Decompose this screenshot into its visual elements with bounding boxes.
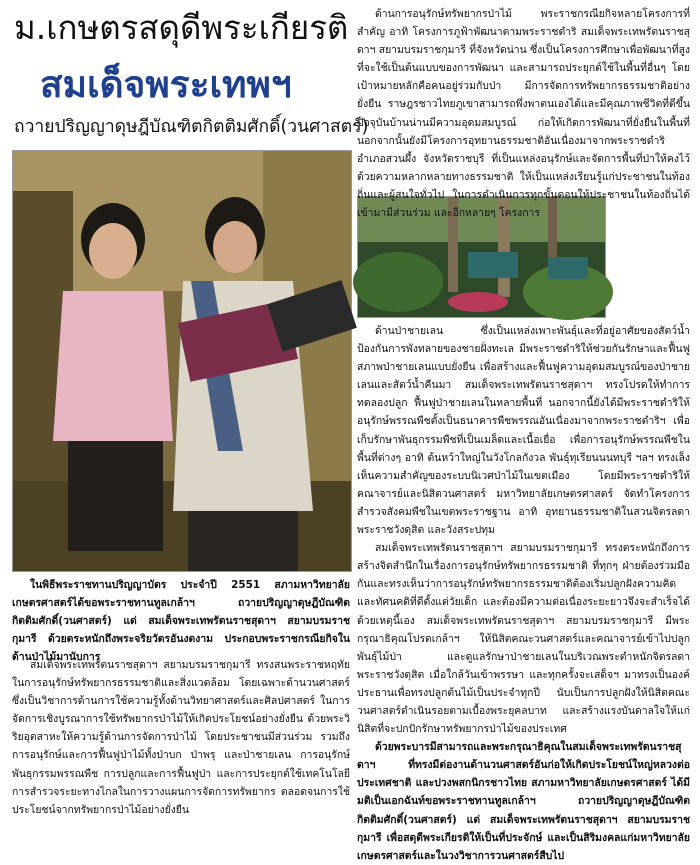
main-photo	[12, 150, 352, 572]
article-paragraph: สมเด็จพระเทพรัตนราชสุดาฯ สยามบรมราชกุมารี ทรงสนพระราชหฤทัยในการอนุรักษ์ทรัพยากรธรรมชาติและสิ่งแวดล้อม โดยเฉพาะด้านวนศาสตร์ ซึ่งเป็นวิชาการด้านการใช้ความรู้ทั้งด้านวิทยาศาสตร์และศิลปศาสตร์ ในการจัดการเชิงบูรณาการใช้ทรัพยากรป่าไม้ให้เกิดประโยชน์อย่างยั่งยืน ด้วยพระวิริยอุตสาหะให้ความรู้ด้านการจัดการป่าไม้ โดยประชาชนมีส่วนร่วม รวมถึงการอนุรักษ์และการฟื้นฟูป่าไม้ทั้งป่าบก ป่าพรุ และป่าชายเลน การอนุรักษ์พันธุกรรมพรรณพืช การปลูกและการฟื้นฟูป่า และการประยุกต์ใช้เทคโนโลยีการสำรวจระยะทางไกลในการวางแผนการจัดการทรัพยากร ตลอดจนการใช้ประโยชน์จากทรัพยากรป่าไม้อย่างยั่งยืน	[12, 659, 350, 816]
article-paragraph: สมเด็จพระเทพรัตนราชสุดาฯ สยามบรมราชกุมารี ทรงตระหนักถึงการสร้างจิตสำนึกในเรื่องการอนุรักษ์ทรัพยากรธรรมชาติ ที่ทุกๆ ฝ่ายต้องร่วมมือกันและทรงเห็นว่าการอนุรักษ์ทรัพยากรธรรมชาติต้องเริ่มปลูกฝังความคิดและทัศนคติที่ดีตั้งแต่วัยเด็ก และต้องมีความต่อเนื่องระยะยาวจึงจะสำเร็จได้ ด้วยเหตุนี้เอง สมเด็จพระเทพรัตนราชสุดาฯ สยามบรมราชกุมารี มีพระกรุณาธิคุณโปรดเกล้าฯ ให้นิสิตคณะวนศาสตร์และคณาจารย์เข้าไปปลูกพันธุ์ไม้ป่า และดูแลรักษาป่าชายเลนในบริเวณพระตำหนักจิตรลดา พระราชวังดุสิต เมื่อใกล้วันเข้าพรรษา และทุกครั้งจะเสด็จฯ มาทรงเป็นองค์ประธานเพื่อทรงปลูกต้นไม้เป็นประจำทุกปี นับเป็นการปลูกฝังให้นิสิตคณะวนศาสตร์ดำเนินรอยตามเบื้องพระยุคลบาท และสร้างแรงบันดาลใจให้แก่นิสิตที่จะปกปักรักษาทรัพยากรป่าไม้ของประเทศ	[357, 542, 690, 736]
headline-subtitle: ถวายปริญญาดุษฎีบัณฑิตกิตติมศักดิ์(วนศาสตร์)	[14, 117, 369, 137]
article-paragraph: ด้านการอนุรักษ์ทรัพยากรป่าไม้ พระราชกรณียกิจหลายโครงการที่สำคัญ อาทิ โครงการภูฟ้าพัฒนาตามพระราชดำริ สมเด็จพระเทพรัตนราชสุดาฯ สยามบรมราชกุมารี ที่จังหวัดน่าน ซึ่งเป็นโครงการศึกษาเพื่อพัฒนาที่สูงที่จะใช้เป็นต้นแบบของการพัฒนา และสามารถประยุกต์ใช้ในพื้นที่อื่นๆ โดยเป้าหมายหลักคือคนอยู่ร่วมกับป่า มีการจัดการทรัพยากรธรรมชาติอย่างยั่งยืน ราษฎรชาวไทยภูเขาสามารถพึ่งพาตนเองได้และมีคุณภาพชีวิตที่ดีขึ้น ปัจจุบันบ้านน่านมีความอุดมสมบูรณ์ ก่อให้เกิดการพัฒนาที่ยั่งยืนในพื้นที่ นอกจากนั้นยังมีโครงการอุทยานธรรมชาติอันเนื่องมาจากพระราชดำริ อำเภอสวนผึ้ง จังหวัดราชบุรี ที่เป็นแหล่งอนุรักษ์และจัดการพื้นที่ป่าให้คงไว้ด้วยความหลากหลายทางธรรมชาติ ให้เป็นแหล่งเรียนรู้แก่ประชาชนในท้องถิ่นและผู้สนใจทั่วไป ในการดำเนินการทุกขั้นตอนให้ประชาชนในท้องถิ่นได้เข้ามามีส่วนร่วม และอีกหลายๆ โครงการ	[357, 8, 690, 220]
article-right-column-top	[357, 5, 690, 220]
headline-line2: สมเด็จพระเทพฯ	[40, 63, 292, 106]
headline-line1: ม.เกษตรสดุดีพระเกียรติ	[14, 8, 349, 47]
photo-caption: ในพิธีพระราชทานปริญญาบัตร ประจำปี 2551 สภามหาวิทยาลัยเกษตรศาสตร์ได้ขอพระราชทานทูลเกล้าฯ ถวายปริญญาดุษฎีบัณฑิตกิตติมศักดิ์(วนศาสตร์) แด่ สมเด็จพระเทพรัตนราชสุดาฯ สยามบรมราชกุมารี ด้วยตระหนักถึงพระจริยวัตรอันงดงาม ประกอบพระราชกรณียกิจในด้านป่าไม้มานับการ	[12, 579, 350, 664]
article-paragraph: ด้านป่าชายเลน ซึ่งเป็นแหล่งเพาะพันธุ์และที่อยู่อาศัยของสัตว์น้ำ ป้องกันการพังทลายของชายฝั่งทะเล มีพระราชดำริให้ช่วยกันรักษาและฟื้นฟูสภาพป่าชายเลนแบบยั่งยืน เพื่อสร้างและฟื้นฟูความอุดมสมบูรณ์ของป่าชายเลนและสัตว์น้ำคืนมา สมเด็จพระเทพรัตนราชสุดาฯ ทรงโปรดให้ทำการทดลองปลูก ฟื้นฟูป่าชายเลนในหลายพื้นที่ นอกจากนี้ยังได้มีพระราชดำริให้อนุรักษ์พรรณพืชตั้งเป็นธนาคารพืชพรรณอันเนื่องมาจากพระราชดำริฯ เพื่อเก็บรักษาพันธุกรรมพืชที่เป็นเมล็ดและเนื้อเยื่อ เพื่อการอนุรักษ์พรรณพืชในพื้นที่ต่างๆ อาทิ ต้นหว้าใหญ่ในวังโกลกังวล พันธุ์ทุเรียนนนทบุรี ฯลฯ ทรงเล็งเห็นความสำคัญของระบบนิเวศป่าไม้ในเขตเมือง โดยมีพระราชดำริให้คณาจารย์และนิสิตวนศาสตร์ มหาวิทยาลัยเกษตรศาสตร์ จัดทำโครงการสำรวจสังคมพืชในเขตพระราชฐาน อาทิ อุทยานธรรมชาติในสวนจิตรลดา พระราชวังดุสิต และวังสระปทุม	[357, 325, 690, 537]
article-left-column	[12, 656, 350, 822]
main-photo-image	[13, 151, 351, 571]
article-closing-paragraph: ด้วยพระบารมีสามารถและพระกรุณาธิคุณในสมเด็จพระเทพรัตนราชสุดาฯ ที่ทรงมีต่องานด้านวนศาสตร์อันก่อให้เกิดประโยชน์ใหญ่หลวงต่อประเทศชาติ และปวงพสกนิกรชาวไทย สภามหาวิทยาลัยเกษตรศาสตร์ ได้มีมติเป็นเอกฉันท์ขอพระราชทานทูลเกล้าฯ ถวายปริญญาดุษฎีบัณฑิตกิตติมศักดิ์(วนศาสตร์) แด่ สมเด็จพระเทพรัตนราชสุดาฯ สยามบรมราชกุมารี เพื่อสดุดีพระเกียรติให้เป็นที่ประจักษ์ และเป็นสิริมงคลแก่มหาวิทยาลัยเกษตรศาสตร์และในวงวิชาการวนศาสตร์สืบไป	[357, 741, 690, 862]
article-right-column-bottom	[357, 322, 690, 862]
